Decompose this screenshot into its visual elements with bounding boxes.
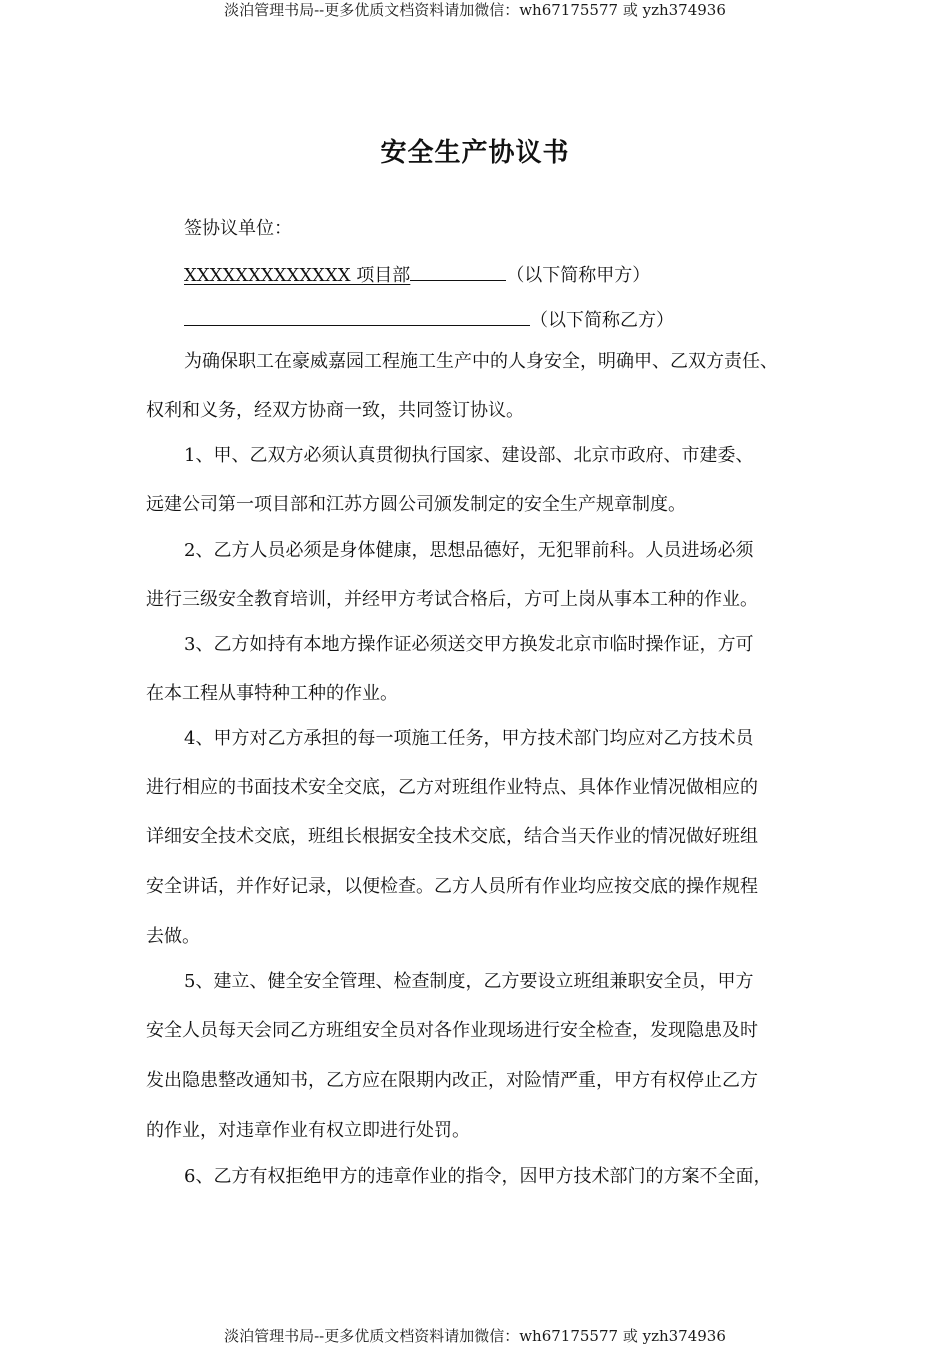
- clause-4-line-2: 进行相应的书面技术安全交底，乙方对班组作业特点、具体作业情况做相应的: [146, 777, 758, 798]
- page-header: 淡泊管理书局--更多优质文档资料请加微信：wh67175577 或 yzh374936: [224, 1, 726, 19]
- page-footer: 淡泊管理书局--更多优质文档资料请加微信：wh67175577 或 yzh374936: [224, 1327, 726, 1345]
- clause-4-line-1: 4、甲方对乙方承担的每一项施工任务，甲方技术部门均应对乙方技术员: [184, 728, 754, 749]
- party-a-blank: [410, 260, 506, 281]
- clause-6-line-1: 6、乙方有权拒绝甲方的违章作业的指令，因甲方技术部门的方案不全面，: [184, 1166, 772, 1187]
- clause-4-line-5: 去做。: [146, 926, 200, 947]
- party-a-name: XXXXXXXXXXXXX 项目部: [184, 265, 411, 286]
- clause-5-line-4: 的作业，对违章作业有权立即进行处罚。: [146, 1120, 470, 1141]
- party-b-suffix: （以下简称乙方）: [530, 310, 674, 331]
- party-b-blank: [184, 305, 530, 326]
- intro-line-2: 权利和义务，经双方协商一致，共同签订协议。: [146, 400, 524, 421]
- clause-1-line-2: 远建公司第一项目部和江苏方圆公司颁发制定的安全生产规章制度。: [146, 494, 686, 515]
- clause-5-line-1: 5、建立、健全安全管理、检查制度，乙方要设立班组兼职安全员，甲方: [184, 971, 754, 992]
- clause-1-line-1: 1、甲、乙双方必须认真贯彻执行国家、建设部、北京市政府、市建委、: [184, 445, 754, 466]
- clause-2-line-2: 进行三级安全教育培训，并经甲方考试合格后，方可上岗从事本工种的作业。: [146, 589, 758, 610]
- party-b-line: [184, 305, 674, 334]
- signing-parties-label: 签协议单位：: [184, 218, 292, 239]
- clause-5-line-3: 发出隐患整改通知书，乙方应在限期内改正，对险情严重，甲方有权停止乙方: [146, 1070, 758, 1091]
- document-title: 安全生产协议书: [380, 138, 570, 168]
- clause-4-line-3: 详细安全技术交底，班组长根据安全技术交底，结合当天作业的情况做好班组: [146, 826, 758, 847]
- clause-3-line-1: 3、乙方如持有本地方操作证必须送交甲方换发北京市临时操作证，方可: [184, 634, 754, 655]
- intro-line-1: 为确保职工在豪威嘉园工程施工生产中的人身安全，明确甲、乙双方责任、: [184, 351, 778, 372]
- clause-3-line-2: 在本工程从事特种工种的作业。: [146, 683, 398, 704]
- clause-2-line-1: 2、乙方人员必须是身体健康，思想品德好，无犯罪前科。人员进场必须: [184, 540, 754, 561]
- clause-4-line-4: 安全讲话，并作好记录，以便检查。乙方人员所有作业均应按交底的操作规程: [146, 876, 758, 897]
- clause-5-line-2: 安全人员每天会同乙方班组安全员对各作业现场进行安全检查，发现隐患及时: [146, 1020, 758, 1041]
- party-a-suffix: （以下简称甲方）: [506, 265, 651, 286]
- party-a-line: [184, 260, 650, 289]
